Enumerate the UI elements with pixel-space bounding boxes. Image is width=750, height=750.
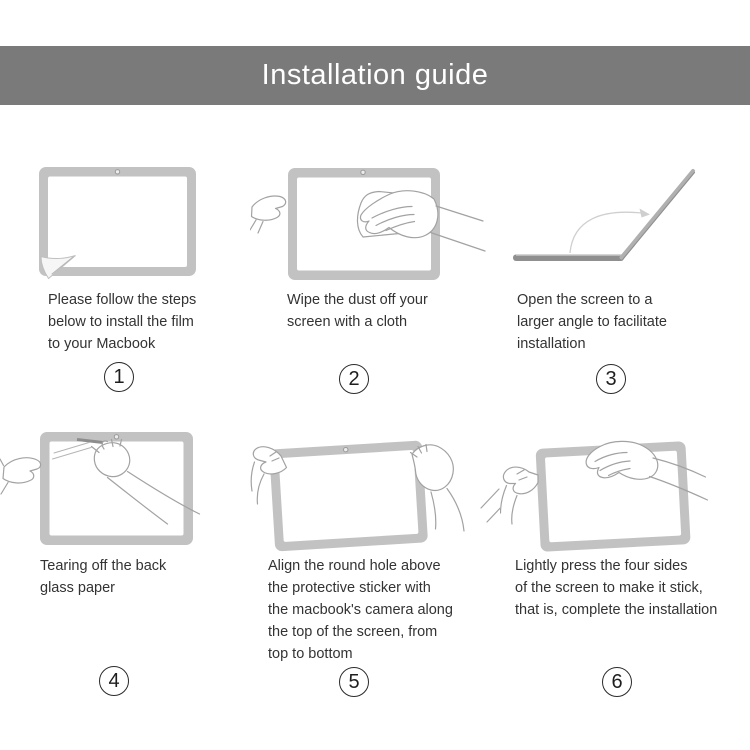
caption-line: installation (517, 336, 586, 352)
step-number-badge (602, 667, 632, 697)
step-number-badge (339, 667, 369, 697)
step-number: 4 (108, 669, 120, 692)
step-number-badge (596, 364, 626, 394)
arm-lines (431, 489, 464, 532)
banner-title: Installation guide (261, 59, 489, 91)
step-caption (268, 555, 504, 665)
camera-dot-icon (361, 170, 365, 174)
tear-back-paper-illustration (0, 425, 250, 561)
caption-line: top to bottom (268, 646, 353, 662)
step-number-badge (104, 362, 134, 392)
caption-line: glass paper (40, 580, 115, 596)
caption-line: larger angle to facilitate (517, 314, 667, 330)
side-pressing-hand-icon (503, 467, 538, 494)
step-panel-4 (0, 420, 250, 720)
step-panel-1 (0, 150, 250, 418)
caption-line: screen with a cloth (287, 314, 408, 330)
step-caption (287, 289, 523, 333)
caption-line: the protective sticker with (268, 580, 431, 596)
screen-face (48, 177, 187, 268)
caption-line: that is, complete the installation (515, 602, 718, 618)
arm-lines (250, 220, 263, 233)
banner (0, 46, 750, 105)
caption-line: to your Macbook (48, 336, 156, 352)
step-number: 1 (113, 365, 125, 388)
tilted-screen (269, 440, 428, 551)
caption-line: of the screen to make it stick, (515, 580, 703, 596)
holding-hand-icon (252, 196, 286, 220)
press-screen-edges-illustration (500, 425, 750, 561)
align-film-two-hands-illustration (250, 425, 500, 561)
step-panel-5 (250, 420, 500, 720)
camera-dot-icon (115, 170, 119, 174)
step-number: 2 (348, 367, 360, 390)
caption-line: Align the round hole above (268, 558, 441, 574)
caption-line: Tearing off the back (40, 558, 167, 574)
open-laptop-angle-illustration (500, 158, 750, 292)
caption-line: Please follow the steps (48, 292, 197, 308)
step-caption (515, 555, 750, 621)
laptop-screen-edge (624, 173, 695, 259)
open-angle-arrow (570, 212, 646, 253)
pinching-hand-icon (94, 443, 129, 477)
step-panel-2 (250, 150, 500, 418)
step-number: 3 (605, 367, 617, 390)
wipe-screen-with-cloth-illustration (250, 158, 500, 292)
step-caption (517, 289, 750, 355)
step-number: 6 (611, 670, 623, 693)
film-with-peel-corner-illustration (0, 158, 250, 292)
step-number: 5 (348, 670, 360, 693)
holding-hand-icon (3, 458, 41, 483)
screen-face (279, 450, 419, 542)
step-panel-6 (500, 420, 750, 720)
step-number-badge (339, 364, 369, 394)
camera-dot-icon (343, 447, 348, 452)
camera-dot-icon (114, 435, 118, 439)
caption-line: the macbook's camera along (268, 602, 453, 618)
step-number-badge (99, 666, 129, 696)
arrowhead-icon (640, 209, 651, 218)
step-panel-3 (500, 150, 750, 418)
step-caption (48, 289, 284, 355)
arm-lines (481, 489, 500, 522)
caption-line: below to install the film (48, 314, 194, 330)
caption-line: the top of the screen, from (268, 624, 438, 640)
step-caption (40, 555, 276, 599)
laptop-screen (622, 171, 694, 258)
caption-line: Wipe the dust off your (287, 292, 428, 308)
caption-line: Open the screen to a (517, 292, 653, 308)
caption-line: Lightly press the four sides (515, 558, 688, 574)
